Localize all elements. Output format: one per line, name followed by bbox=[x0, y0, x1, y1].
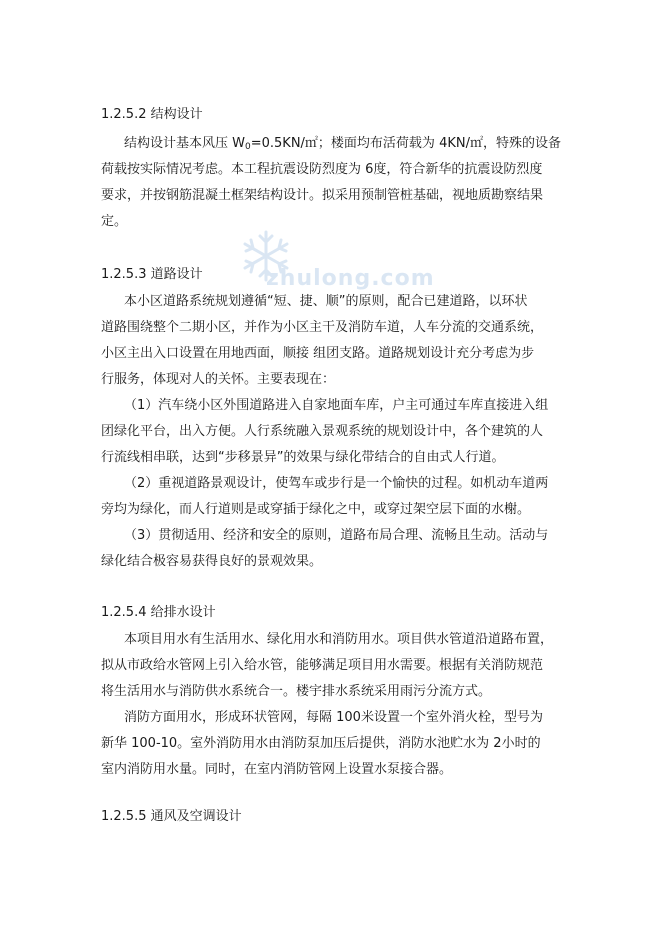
text-line: 将生活用水与消防供水系统合一。楼宇排水系统采用雨污分流方式。 bbox=[101, 684, 492, 699]
text-line: 荷载按实际情况考虑。本工程抗震设防烈度为 6度，符合新华的抗震设防烈度 bbox=[101, 162, 543, 177]
paragraph bbox=[101, 131, 563, 235]
text-span: =0.5KN/㎡；楼面均布活荷载为 4KN/㎡，特殊的设备 bbox=[250, 136, 561, 151]
text-line: 绿化结合极容易获得良好的景观效果。 bbox=[101, 554, 323, 569]
paragraph bbox=[101, 289, 563, 575]
text-line: 拟从市政给水管网上引入给水管，能够满足项目用水需要。根据有关消防规范 bbox=[101, 658, 544, 673]
text-line: 行服务，体现对人的关怀。主要表现在： bbox=[101, 372, 336, 387]
text-line: 室内消防用水量。同时，在室内消防管网上设置水泵接合器。 bbox=[101, 762, 453, 777]
section-heading-water: 1.2.5.4 给排水设计 bbox=[101, 605, 216, 620]
paragraph bbox=[101, 627, 563, 783]
section-heading-road: 1.2.5.3 道路设计 bbox=[101, 267, 203, 282]
section-heading-structure: 1.2.5.2 结构设计 bbox=[101, 107, 203, 122]
text-line: 新华 100-10。室外消防用水由消防泵加压后提供，消防水池贮水为 2小时的 bbox=[101, 736, 541, 751]
text-line: 消防方面用水，形成环状管网，每隔 100米设置一个室外消火栓，型号为 bbox=[124, 710, 543, 725]
watermark-text: zhulong.com bbox=[266, 266, 435, 291]
text-span: 结构设计基本风压 W bbox=[124, 136, 245, 151]
subscript: 0 bbox=[245, 142, 251, 152]
text-line: 本小区道路系统规划遵循“短、捷、顺”的原则，配合已建道路，以环状 bbox=[124, 294, 528, 309]
text-line: 本项目用水有生活用水、绿化用水和消防用水。项目供水管道沿道路布置， bbox=[124, 632, 554, 647]
text-line: （1）汽车绕小区外围道路进入自家地面车库，户主可通过车库直接进入组 bbox=[124, 398, 549, 413]
text-line: 旁均为绿化，而人行道则是或穿插于绿化之中，或穿过架空层下面的水榭。 bbox=[101, 502, 531, 517]
text-line: 小区主出入口设置在用地西面，顺接 组团支路。道路规划设计充分考虑为步 bbox=[101, 346, 535, 361]
text-line: 道路围绕整个二期小区，并作为小区主干及消防车道，人车分流的交通系统， bbox=[101, 320, 544, 335]
section-heading-hvac: 1.2.5.5 通风及空调设计 bbox=[101, 809, 242, 824]
text-line: 行流线相串联，达到“步移景异”的效果与绿化带结合的自由式人行道。 bbox=[101, 450, 505, 465]
text-line: （2）重视道路景观设计，使驾车或步行是一个愉快的过程。如机动车道两 bbox=[124, 476, 549, 491]
text-line: 团绿化平台，出入方便。人行系统融入景观系统的规划设计中，各个建筑的人 bbox=[101, 424, 544, 439]
text-line: 要求，并按钢筋混凝土框架结构设计。拟采用预制管桩基础，视地质勘察结果 bbox=[101, 188, 544, 203]
text-line bbox=[101, 131, 563, 157]
text-line: 定。 bbox=[101, 214, 128, 229]
text-line: （3）贯彻适用、经济和安全的原则，道路布局合理、流畅且生动。活动与 bbox=[124, 528, 549, 543]
